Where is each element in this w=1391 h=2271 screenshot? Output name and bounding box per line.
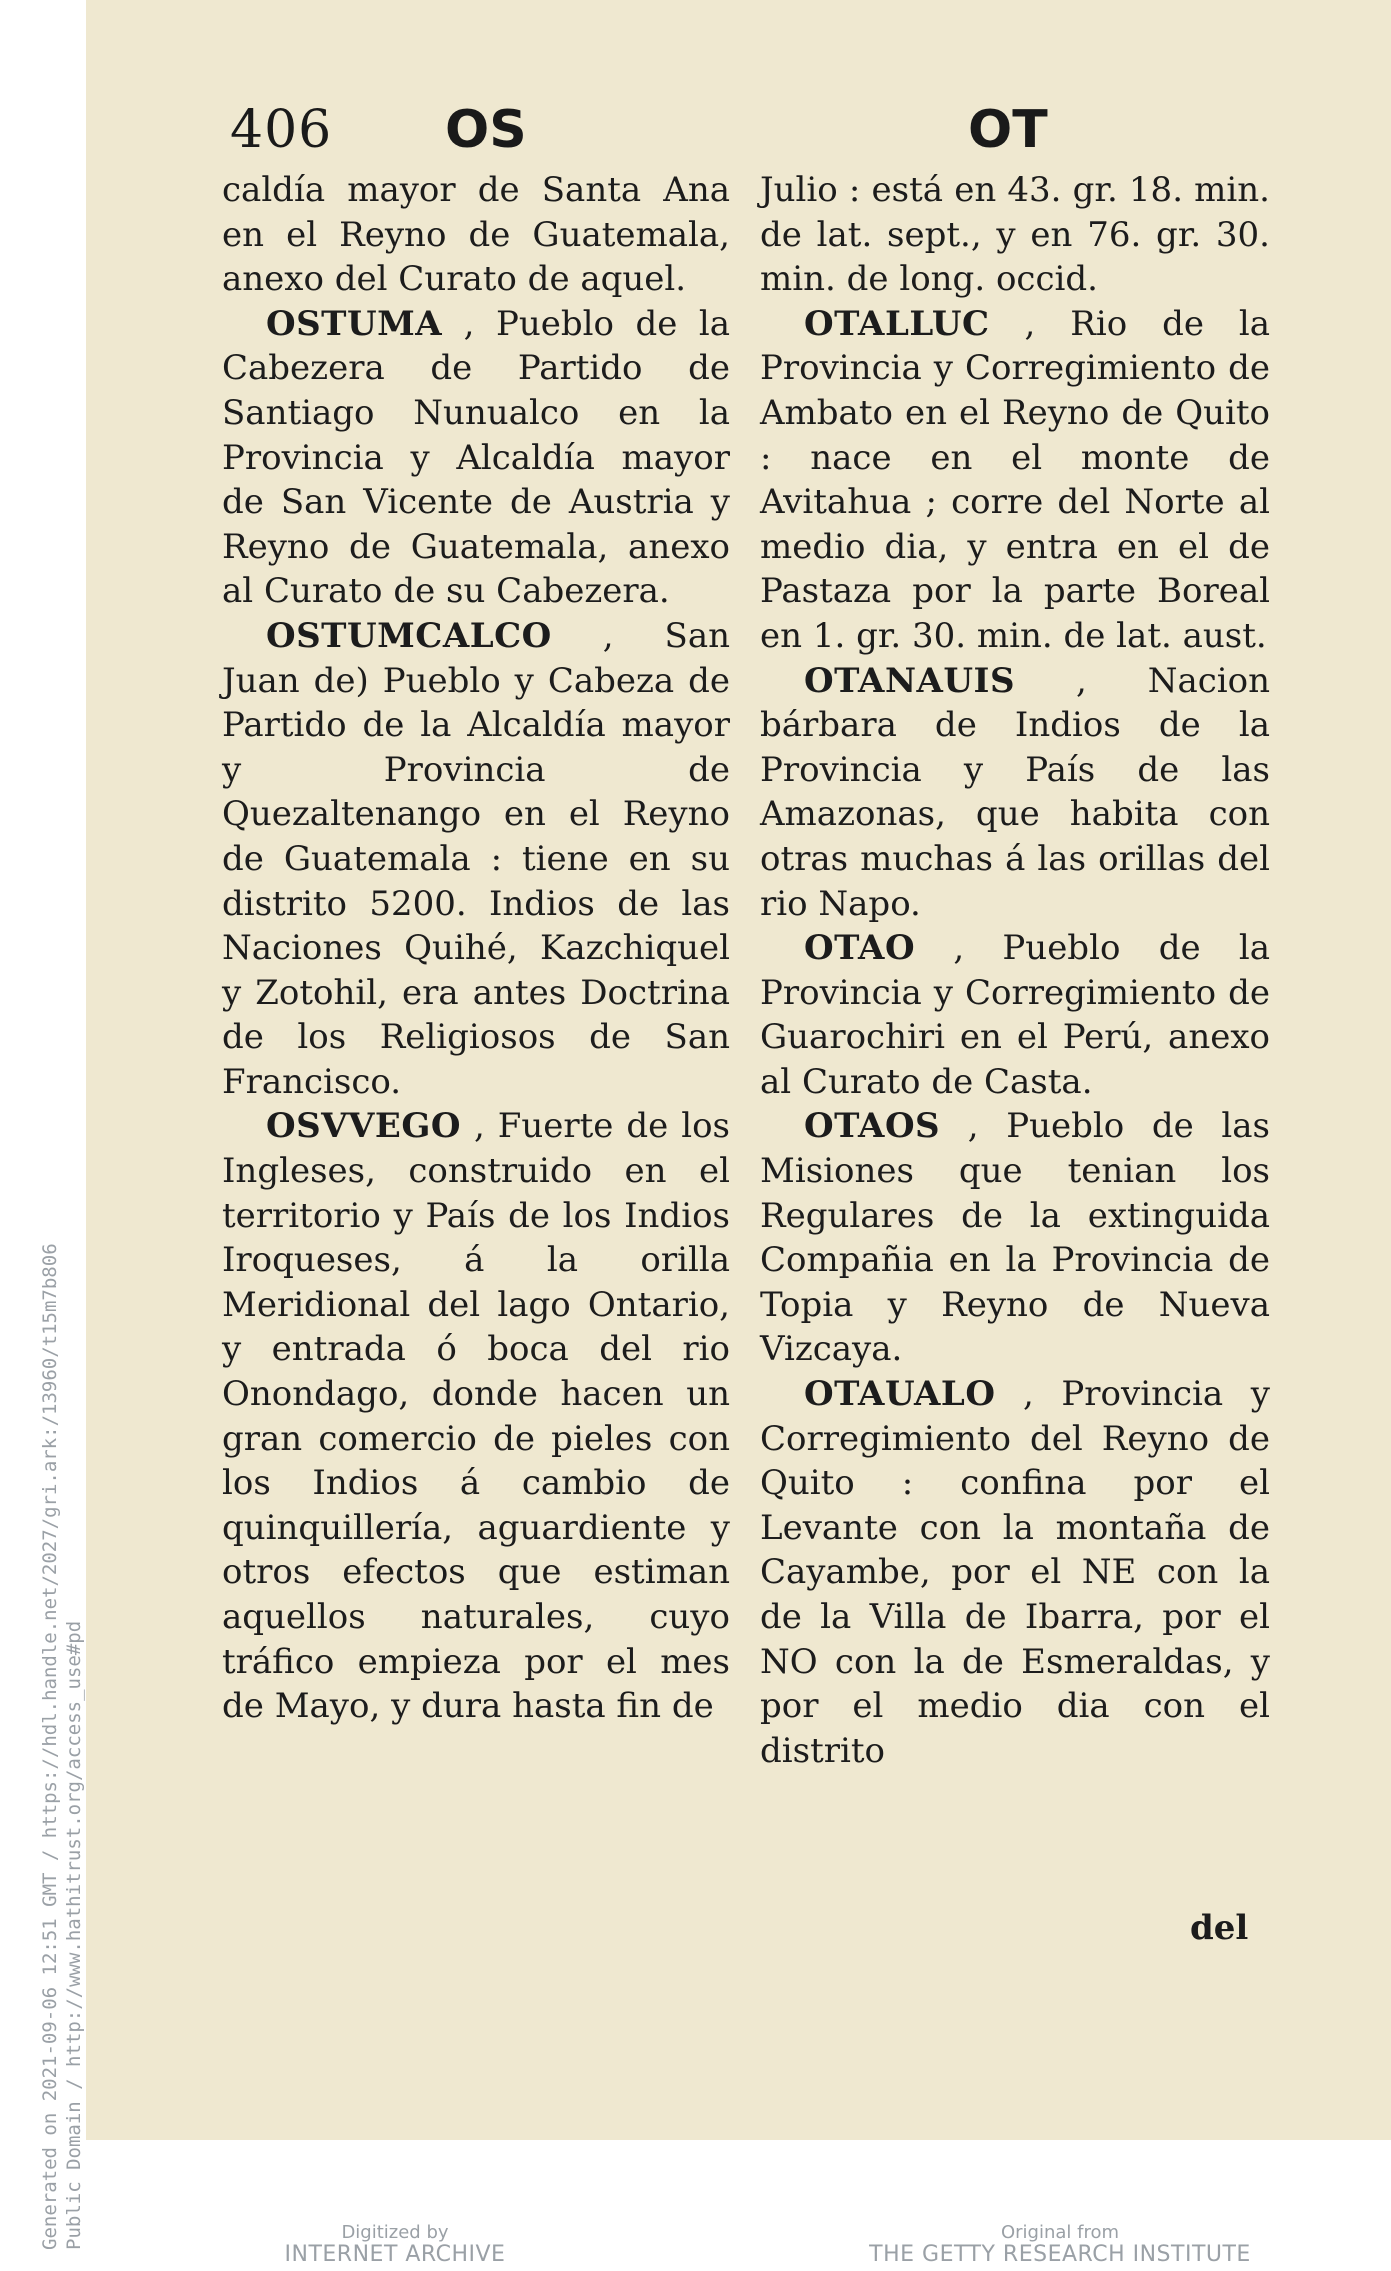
original-from-label: Original from — [1000, 2222, 1120, 2243]
entry-text: , Fuerte de los Ingleses, construido en el territorio y País de los Indios Iroqueses, á la orilla Meridional del lago Ontario, y entrada ó boca del rio Onondago, donde hacen un gran comercio de pieles con los Indios á cambio de quinquillería, aguardiente y otros efectos que estiman aquellos naturales, cuyo tráfico empieza por el mes de Mayo, y dura hasta fin de — [222, 1106, 730, 1727]
digitized-by-label: Digitized by — [341, 2222, 449, 2243]
dictionary-entry — [760, 659, 1270, 927]
dictionary-entry — [760, 302, 1270, 659]
dictionary-entry — [222, 168, 730, 302]
entry-headword: OSVVEGO — [266, 1106, 461, 1147]
entry-text: , Rio de la Provincia y Corregimiento de Ambato en el Reyno de Quito : nace en el monte de Avitahua ; corre del Norte al medio dia, y entra en el de Pastaza por la parte Boreal en 1. gr. 30. min. de lat. aust. — [760, 303, 1270, 656]
page-number: 406 — [230, 100, 333, 160]
entry-text: , Pueblo de la Cabezera de Partido de Santiago Nunualco en la Provincia y Alcaldía mayor de San Vicente de Austria y Reyno de Guatemala, anexo al Curato de su Cabezera. — [222, 303, 730, 612]
margin-note-line-2: Public Domain / http://www.hathitrust.org/access_use#pd — [63, 1620, 85, 2250]
entry-headword: OTAUALO — [804, 1374, 996, 1415]
entry-headword: OTANAUIS — [804, 660, 1016, 701]
dictionary-entry — [760, 1104, 1270, 1372]
catchword: del — [1190, 1908, 1249, 1948]
margin-note-line-1: Generated on 2021-09-06 12:51 GMT / https://hdl.handle.net/2027/gri.ark:/13960/t15m7b806 — [39, 1243, 61, 2250]
running-head-right: OT — [968, 100, 1048, 160]
entry-text: , Provincia y Corregimiento del Reyno de Quito : confina por el Levante con la montaña de Cayambe, por el NE con la de la Villa de Ibarra, por el NO con la de Esmeraldas, y por el medio dia con el distrito — [760, 1374, 1270, 1771]
dictionary-entry — [760, 926, 1270, 1104]
entry-text: , San Juan de) Pueblo y Cabeza de Partido de la Alcaldía mayor y Provincia de Quezaltenango en el Reyno de Guatemala : tiene en su distrito 5200. Indios de las Naciones Quihé, Kazchiquel y Zotohil, era antes Doctrina de los Religiosos de San Francisco. — [222, 615, 730, 1102]
entry-headword: OTAOS — [804, 1106, 941, 1147]
right-text-column — [760, 168, 1270, 1773]
entry-text: caldía mayor de Santa Ana en el Reyno de Guatemala, anexo del Curato de aquel. — [222, 170, 730, 300]
running-head-left: OS — [445, 100, 527, 160]
entry-text: , Pueblo de la Provincia y Corregimiento de Guarochiri en el Perú, anexo al Curato de Casta. — [760, 928, 1270, 1102]
getty-research-institute-label: THE GETTY RESEARCH INSTITUTE — [869, 2242, 1251, 2267]
entry-headword: OSTUMCALCO — [266, 615, 552, 656]
entry-headword: OSTUMA — [266, 303, 443, 344]
entry-headword: OTALLUC — [804, 303, 990, 344]
entry-text: , Pueblo de las Misiones que tenian los Regulares de la extinguida Compañia en la Provincia de Topia y Reyno de Nueva Vizcaya. — [760, 1106, 1270, 1370]
hathitrust-margin-note — [0, 0, 85, 2271]
dictionary-entry — [760, 1372, 1270, 1773]
dictionary-entry — [222, 614, 730, 1105]
left-text-column — [222, 168, 730, 1729]
internet-archive-label: INTERNET ARCHIVE — [284, 2242, 506, 2267]
entry-headword: OTAO — [804, 928, 916, 969]
dictionary-entry — [222, 302, 730, 614]
entry-text: , Nacion bárbara de Indios de la Provincia y País de las Amazonas, que habita con otras muchas á las orillas del rio Napo. — [760, 660, 1270, 924]
dictionary-entry — [760, 168, 1270, 302]
entry-text: Julio : está en 43. gr. 18. min. de lat. sept., y en 76. gr. 30. min. de long. occid. — [760, 170, 1270, 300]
dictionary-entry — [222, 1104, 730, 1728]
